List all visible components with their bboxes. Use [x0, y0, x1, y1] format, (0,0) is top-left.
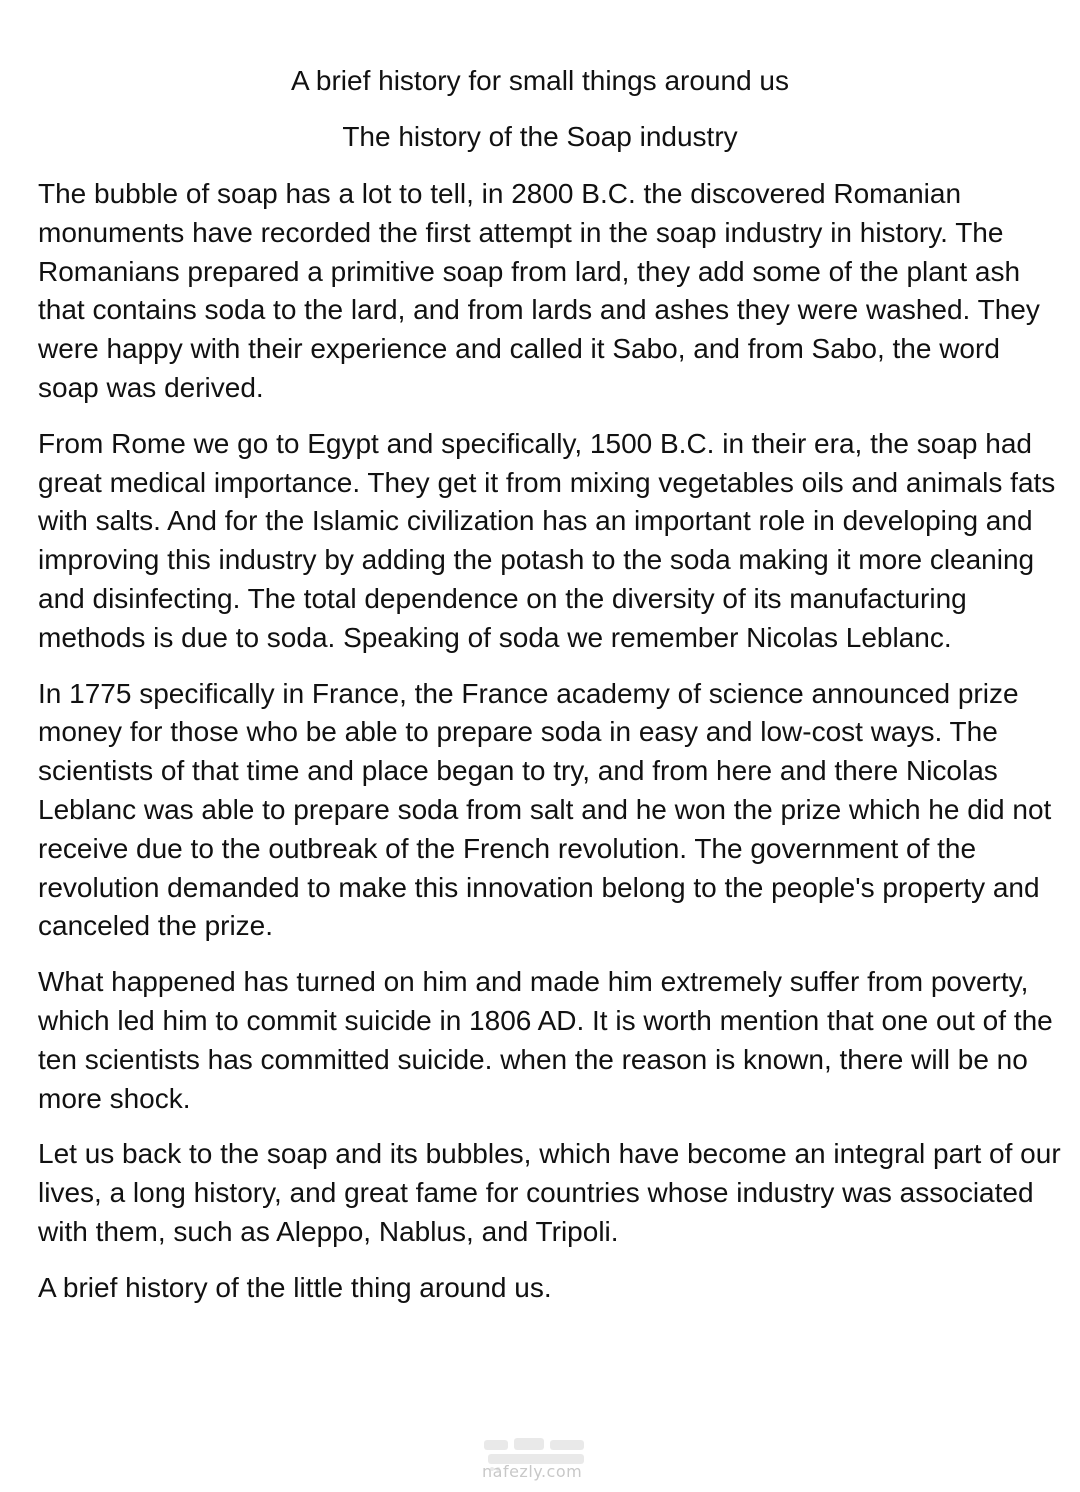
paragraph-1: The bubble of soap has a lot to tell, in 2800 B.C. the discovered Romanian monuments have recorded the first attempt in the soap industry in history. The Romanians prepared a primitive soap from lard, they add some of the plant ash that contains soda to the lard, and from lards and ashes they were washed. They were happy with their experience and called it Sabo, and from Sabo, the word soap was derived.	[38, 178, 1040, 403]
watermark-text: nafezly.com	[482, 1462, 583, 1481]
document-title: A brief history for small things around us	[290, 65, 789, 96]
watermark	[470, 1448, 620, 1492]
paragraph-3: In 1775 specifically in France, the France academy of science announced prize money for those who be able to prepare soda in easy and low-cost ways. The scientists of that time and place began to try, and from here and there Nicolas Leblanc was able to prepare soda from salt and he won the prize which he did not receive due to the outbreak of the French revolution. The government of the revolution demanded to make this innovation belong to the people's property and canceled the prize.	[38, 677, 1052, 942]
document-subtitle: The history of the Soap industry	[342, 121, 738, 152]
paragraph-4: What happened has turned on him and made him extremely suffer from poverty, which led him to commit suicide in 1806 AD. It is worth mention that one out of the ten scientists has committed suicide. when the reason is known, there will be no more shock.	[38, 966, 1053, 1114]
paragraph-5: Let us back to the soap and its bubbles, which have become an integral part of our lives, a long history, and great fame for countries whose industry was associated with them, such as Aleppo, Nablus, and Tripoli.	[38, 1138, 1061, 1247]
paragraph-2: From Rome we go to Egypt and specifically, 1500 B.C. in their era, the soap had great medical importance. They get it from mixing vegetables oils and animals fats with salts. And for the Islamic civilization has an important role in developing and improving this industry by adding the potash to the soda making it more cleaning and disinfecting. The total dependence on the diversity of its manufacturing methods is due to soda. Speaking of soda we remember Nicolas Leblanc.	[38, 427, 1056, 653]
document-body	[38, 175, 1062, 1325]
paragraph-6: A brief history of the little thing around us.	[38, 1271, 552, 1303]
